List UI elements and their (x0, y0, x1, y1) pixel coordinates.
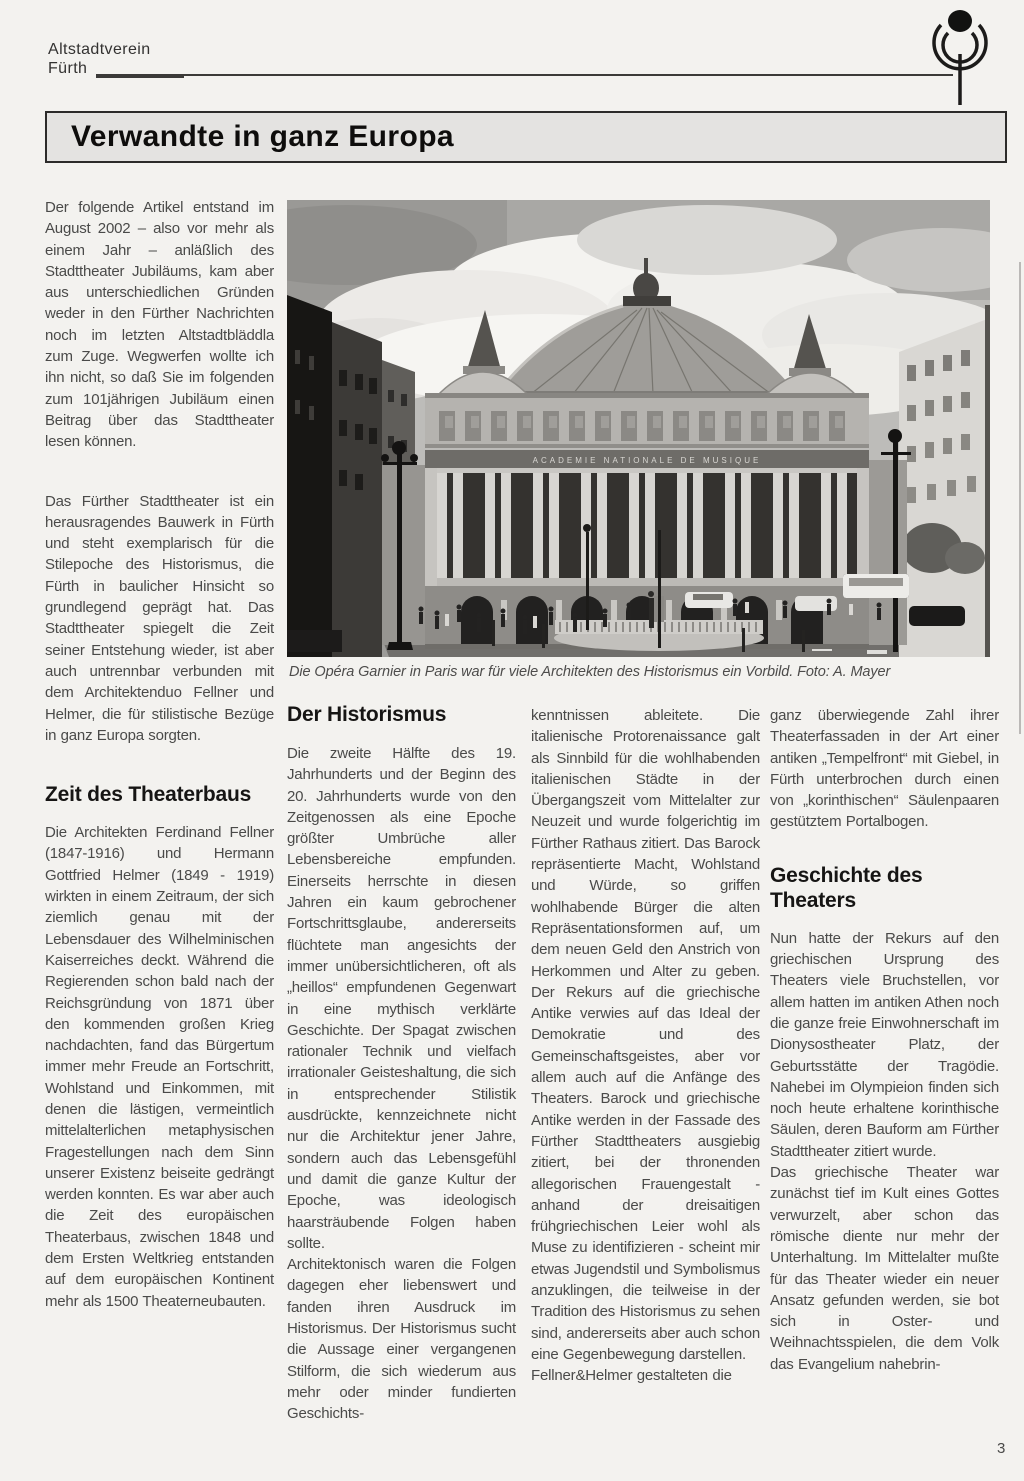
paragraph: Die Architekten Ferdinand Fellner (1847-1916) und Hermann Gottfried Helmer (1849 - 1919) wirkten in einem Zeitraum, der sich ziemlich genau mit der Lebensdauer des Wilhelminischen Kaiserreiches deckt. Während die Regierenden schon bald nach der Reichsgründung von 1871 über den kommenden großen Krieg nachdachten, fand das Bürgertum immer mehr Freude an Fortschritt, Wohlstand und Einkommen, mit denen die lästigen, vermeintlich mittelalterlichen metaphysischen Fragestellungen nach dem Sinn unserer Existenz beiseite gedrängt werden konnten. Es war aber auch die Zeit des europäischen Theaterbaus, zwischen 1848 und dem Ersten Weltkrieg entstanden auf dem europäischen Kontinent mehr als 1500 Theaterneubauten. (45, 824, 274, 1310)
altstadtverein-tulip-logo-icon (926, 6, 994, 108)
section-heading-zeit-des-theaterbaus: Zeit des Theaterbaus (45, 783, 252, 807)
text-column-4 (770, 705, 999, 1375)
paragraph: Das griechische Theater war zunächst tief im Kult eines Gottes verwurzelt, aber schon das römische diente nur mehr der Unterhaltung. Im Mittelalter mußte für das Theater wieder ein neuer Ansatz gefunden werden, sie bot sich in Oster- und Weihnachtsspielen, die dem Volk das Evangelium nahebrin- (770, 1164, 999, 1373)
paragraph: Architektonisch waren die Folgen dagegen eher liebenswert und fanden ihren Ausdruck im Historismus. Der Historismus sucht die Aussage einer vergangenen Stilform, die sich wiederum aus mehr oder minder fundierten Geschichts- (287, 1256, 516, 1423)
masthead-rule (96, 74, 953, 76)
scan-edge-artifact (1019, 262, 1021, 734)
intro-paragraph-2: Das Fürther Stadttheater ist ein herausragendes Bauwerk in Fürth und steht exemplarisch für die Stilepoche des Historismus, die Fürth in baulicher Hinsicht so grundlegend geprägt hat. Das Stadttheater spiegelt die Zeit seiner Entstehung wieder, ist aber auch untrennbar verbunden mit dem Architektenduo Fellner und Helmer, die für stilistische Bezüge in ganz Europa sorgten. (45, 492, 274, 744)
masthead (48, 40, 151, 78)
photo-caption: Die Opéra Garnier in Paris war für viele Architekten des Historismus ein Vorbild. Foto: A. Mayer (289, 664, 891, 680)
paragraph: ganz überwiegende Zahl ihrer Theaterfassaden in der Art einer antiken „Tempelfront“ mit Giebel, in Fürth unterbrochen durch einen von „korinthischen“ Säulenpaaren gestütztem Portalbogen. (770, 707, 999, 831)
section-heading-der-historismus: Der Historismus (287, 703, 447, 726)
photo-facade-inscription: ACADEMIE NATIONALE DE MUSIQUE (532, 456, 762, 465)
text-column-3 (531, 705, 760, 1387)
paragraph: Die zweite Hälfte des 19. Jahrhunderts und der Beginn des 20. Jahrhunderts wurde von den Zeitgenossen als eine Epoche größter Umbrüche aller Lebensbereiche empfunden. Einerseits herrschte in diesen Jahren ein kaum gebrochener Fortschrittsglaube, andererseits flüchtete man angesichts der immer unübersichtlicheren, oft als „heillos“ empfundenen Gegenwart in eine mythisch verklärte Geschichte. Der Spagat zwischen rationaler Technik und vielfach irrationaler Geisteshaltung, die sich in entsprechender Stilistik ausdrückte, kennzeichnete nicht nur die Architektur jener Jahre, sondern auch das Lebensgefühl und damit die ganze Kultur der Epoche, was ideologisch haarsträubende Folgen haben sollte. (287, 745, 516, 1252)
text-column-2 (287, 702, 516, 1425)
page-title: Verwandte in ganz Europa (71, 120, 455, 153)
paragraph: Nun hatte der Rekurs auf den griechischen Ursprung des Theaters viele Bruchstellen, vor allem hatten im antiken Athen noch die ganze freie Einwohnerschaft im Dionysostheater Platz, der Geburtsstätte der Tragödie. Nahebei im Olympieion finden sich noch heute erhaltene korinthische Säulen, deren Bauform am Fürther Stadttheater zitiert wurde. (770, 929, 999, 1160)
text-column-1 (45, 197, 274, 1312)
title-banner (45, 111, 1007, 163)
masthead-rule-start (96, 75, 184, 78)
page-number: 3 (997, 1440, 1006, 1457)
section-heading-geschichte-des-theaters: Geschichte des Theaters (770, 863, 923, 912)
opera-garnier-photo-svg (287, 200, 990, 657)
masthead-org-line1: Altstadtverein (48, 41, 151, 58)
masthead-org-line2: Fürth (48, 60, 88, 77)
opera-garnier-photo (287, 200, 990, 657)
paragraph: kenntnissen ableitete. Die italienische Protorenaissance galt als Sinnbild für die wohlhabenden italienischen Städte in der Übergangszeit vom Mittelalter zur Neuzeit und wurde folgerichtig im Fürther Rathaus zitiert. Das Barock repräsentierte Macht, Wohlstand und Würde, so griffen wohlhabende Bürger die alten Repräsentationsformen auf, um dem neuen Geld den Anstrich von Herkommen und Alter zu geben. Der Rekurs auf die griechische Antike verwies auf das Ideal der Demokratie und des Gemeinschaftsgeistes, aber vor allem auch auf die Anfänge des Theaters. Barock und griechische Antike werden in der Fassade des Fürther Stadttheaters ausgiebig zitiert, bei der thronenden allegorischen Frauengestalt - anhand der dreisaitigen frühgriechischen Leier wohl als Muse zu identifizieren - scheint mir etwas Jugendstil und Symbolismus anzuklingen, die teilweise in der Tradition des Historismus zu sehen sind, andererseits aber auch schon eine Gegenbewegung darstellen. (531, 707, 760, 1363)
paragraph: Fellner&Helmer gestalteten die (531, 1367, 732, 1385)
intro-paragraph-1: Der folgende Artikel entstand im August 2002 – also vor mehr als einem Jahr – anläßlich des Stadttheater Jubiläums, kam aber aus unterschiedlichen Gründen weder in den Fürther Nachrichten noch im letzten Altstadtbläddla zum Zuge. Wegwerfen wollte ich ihn nicht, so daß Sie im folgenden zum 101jährigen Jubiläum einen Beitrag über das Stadttheater lesen können. (45, 199, 274, 451)
